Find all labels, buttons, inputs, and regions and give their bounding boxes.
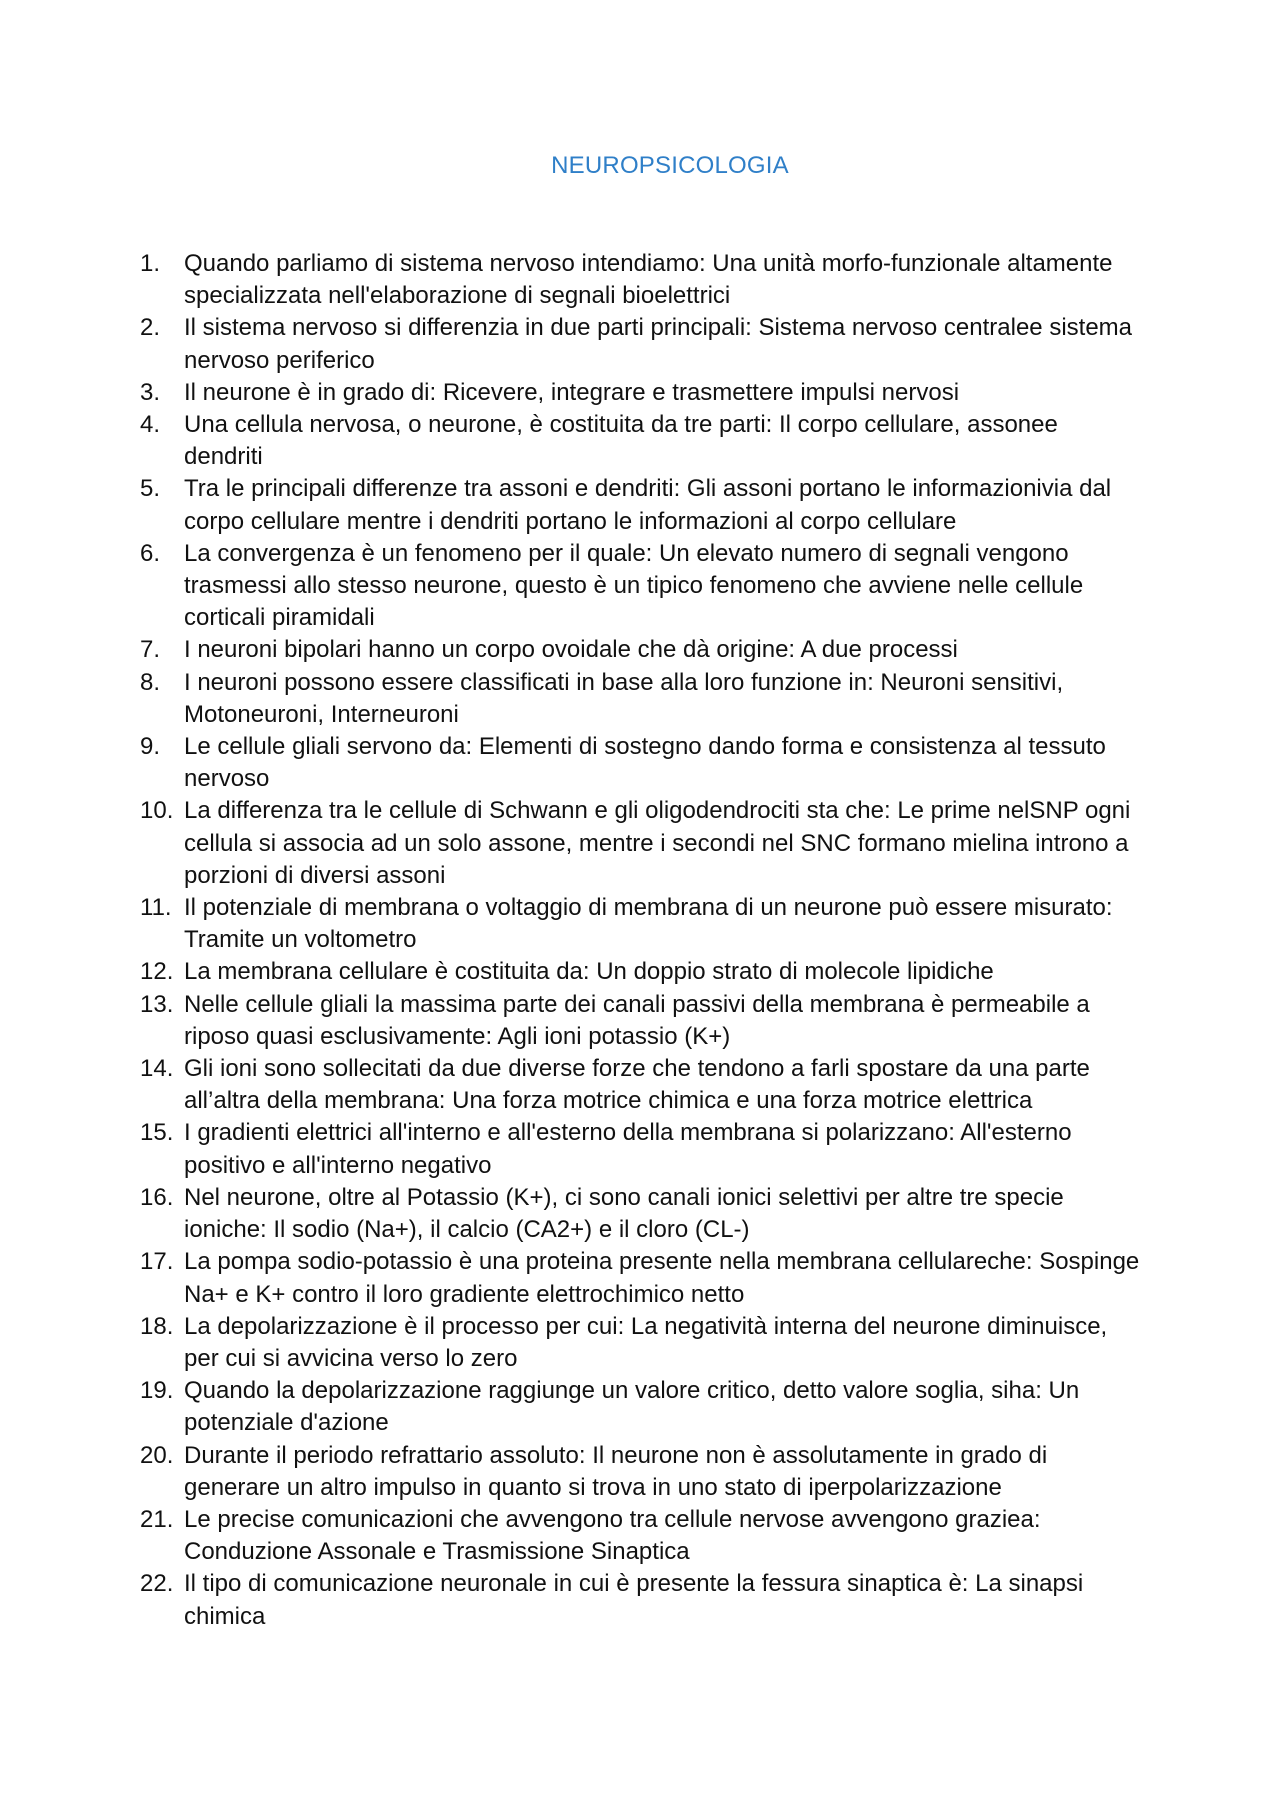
item-number: 7.	[140, 636, 161, 664]
list-item	[140, 1440, 1140, 1504]
item-text: Gli ioni sono sollecitati da due diverse forze che tendono a farli spostare da una parte all’altra della membrana: Una forza motrice chimica e una forza motrice elettrica	[184, 1055, 1090, 1115]
list-item	[140, 667, 1140, 731]
item-number: 8.	[140, 668, 161, 696]
list-item	[140, 538, 1140, 635]
item-number: 9.	[140, 733, 161, 761]
list-item	[140, 1375, 1140, 1439]
list-item	[140, 1311, 1140, 1375]
list-item	[140, 634, 1140, 666]
item-number: 10.	[140, 797, 174, 825]
list-item	[140, 731, 1140, 795]
item-text: La depolarizzazione è il processo per cui: La negatività interna del neurone diminuisce, per cui si avvicina verso lo zero	[184, 1312, 1108, 1372]
item-text: Il sistema nervoso si differenzia in due parti principali: Sistema nervoso centralee sistema nervoso periferico	[184, 314, 1132, 374]
item-text: Nelle cellule gliali la massima parte dei canali passivi della membrana è permeabile a riposo quasi esclusivamente: Agli ioni potassio (K+)	[184, 990, 1090, 1050]
item-text: Quando la depolarizzazione raggiunge un valore critico, detto valore soglia, siha: Un potenziale d'azione	[184, 1377, 1080, 1437]
item-text: Il potenziale di membrana o voltaggio di membrana di un neurone può essere misurato: Tramite un voltometro	[184, 894, 1113, 954]
item-number: 22.	[140, 1570, 174, 1598]
list-item	[140, 1053, 1140, 1117]
list-item	[140, 312, 1140, 376]
list-item	[140, 1117, 1140, 1181]
list-item	[140, 989, 1140, 1053]
item-text: I neuroni possono essere classificati in base alla loro funzione in: Neuroni sensitivi, Motoneuroni, Interneuroni	[184, 668, 1064, 728]
list-item	[140, 1182, 1140, 1246]
item-text: I neuroni bipolari hanno un corpo ovoidale che dà origine: A due processi	[184, 636, 958, 664]
item-number: 4.	[140, 411, 161, 439]
item-text: Il neurone è in grado di: Ricevere, integrare e trasmettere impulsi nervosi	[184, 378, 960, 406]
item-number: 11.	[140, 894, 172, 922]
list-item	[140, 892, 1140, 956]
list-item	[140, 248, 1140, 312]
list-item	[140, 377, 1140, 409]
item-number: 16.	[140, 1183, 174, 1211]
item-number: 15.	[140, 1119, 174, 1147]
item-text: La differenza tra le cellule di Schwann e gli oligodendrociti sta che: Le prime nelSNP ogni cellula si associa ad un solo assone, mentre i secondi nel SNC formano mielina introno a porzioni di diversi assoni	[184, 797, 1131, 889]
item-text: Le cellule gliali servono da: Elementi di sostegno dando forma e consistenza al tessuto nervoso	[184, 733, 1106, 793]
item-text: Tra le principali differenze tra assoni e dendriti: Gli assoni portano le informazionivia dal corpo cellulare mentre i dendriti portano le informazioni al corpo cellulare	[184, 475, 1112, 535]
item-number: 14.	[140, 1055, 174, 1083]
item-number: 17.	[140, 1248, 174, 1276]
item-number: 1.	[140, 250, 161, 277]
list-item	[140, 1504, 1140, 1568]
item-number: 18.	[140, 1312, 174, 1340]
item-text: Durante il periodo refrattario assoluto: Il neurone non è assolutamente in grado di generare un altro impulso in quanto si trova in uno stato di iperpolarizzazione	[184, 1441, 1048, 1501]
item-text: Le precise comunicazioni che avvengono tra cellule nervose avvengono graziea: Conduzione Assonale e Trasmissione Sinaptica	[184, 1505, 1041, 1566]
list-item	[140, 795, 1140, 892]
question-list	[140, 248, 1140, 1633]
item-number: 20.	[140, 1441, 174, 1469]
item-number: 13.	[140, 990, 174, 1018]
item-text: La convergenza è un fenomeno per il quale: Un elevato numero di segnali vengono trasmessi allo stesso neurone, questo è un tipico fenomeno che avviene nelle cellule corticali piramidali	[184, 539, 1084, 632]
item-number: 21.	[140, 1505, 174, 1533]
item-number: 5.	[140, 475, 161, 503]
list-item	[140, 409, 1140, 473]
list-item	[140, 1246, 1140, 1310]
item-number: 2.	[140, 314, 161, 342]
list-item	[140, 956, 1140, 988]
item-number: 12.	[140, 958, 174, 986]
list-item	[140, 473, 1140, 537]
item-number: 19.	[140, 1377, 174, 1405]
item-text: I gradienti elettrici all'interno e all'esterno della membrana si polarizzano: All'esterno positivo e all'interno negativo	[184, 1119, 1072, 1179]
page-title: NEUROPSICOLOGIA	[551, 152, 789, 179]
item-text: Una cellula nervosa, o neurone, è costituita da tre parti: Il corpo cellulare, assonee dendriti	[184, 411, 1058, 471]
item-number: 3.	[140, 378, 161, 406]
item-text: La pompa sodio-potassio è una proteina presente nella membrana cellulareche: Sospinge Na+ e K+ contro il loro gradiente elettrochimico netto	[184, 1248, 1140, 1308]
item-text: Quando parliamo di sistema nervoso intendiamo: Una unità morfo-funzionale altamente specializzata nell'elaborazione di segnali bioelettrici	[184, 250, 1113, 310]
item-text: Il tipo di comunicazione neuronale in cui è presente la fessura sinaptica è: La sinapsi chimica	[184, 1570, 1084, 1630]
list-item	[140, 1568, 1140, 1632]
item-text: Nel neurone, oltre al Potassio (K+), ci sono canali ionici selettivi per altre tre specie ioniche: Il sodio (Na+), il calcio (CA2+) e il cloro (CL-)	[184, 1183, 1064, 1244]
item-number: 6.	[140, 539, 161, 567]
item-text: La membrana cellulare è costituita da: Un doppio strato di molecole lipidiche	[184, 958, 994, 986]
